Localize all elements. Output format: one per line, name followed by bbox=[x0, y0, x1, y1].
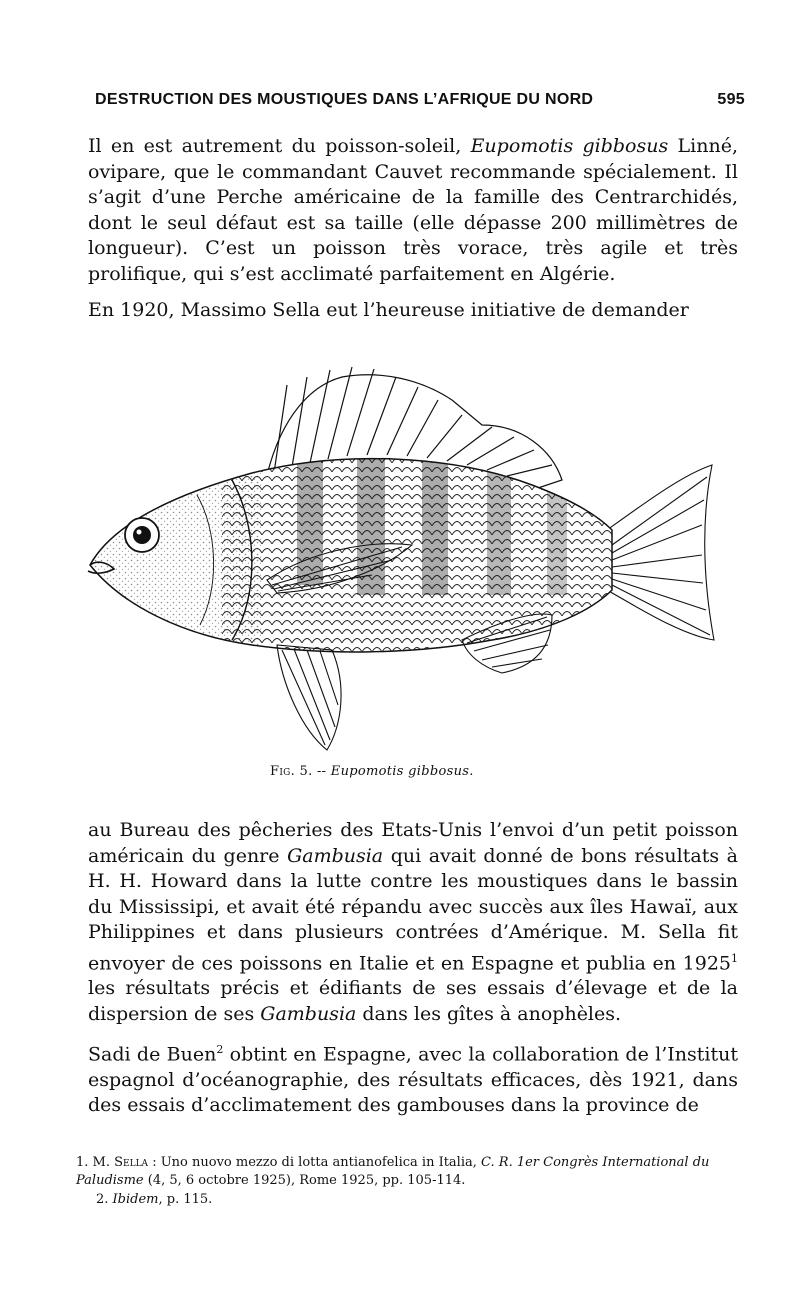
footnote-ref-2[interactable]: 2 bbox=[216, 1043, 224, 1056]
footnote-1 bbox=[76, 1154, 742, 1190]
species-name: Eupomotis gibbosus bbox=[470, 135, 669, 157]
text-run: Sadi de Buen bbox=[88, 1043, 217, 1066]
genus-name: Gambusia bbox=[287, 844, 384, 867]
footnote-author: Sella bbox=[114, 1155, 149, 1170]
caudal-fin bbox=[607, 465, 714, 640]
paragraph-gambusia bbox=[88, 818, 738, 1027]
footnote-source: Ibidem bbox=[112, 1192, 159, 1207]
running-title: DESTRUCTION DES MOUSTIQUES DANS L’AFRIQUE DU NORD bbox=[95, 91, 594, 108]
text-run: Il en est autrement du poisson-soleil, bbox=[88, 135, 471, 157]
caption-dash: -- bbox=[312, 764, 331, 779]
running-header bbox=[95, 91, 745, 109]
footnote-2 bbox=[96, 1191, 762, 1209]
text-run: au Bureau des pêcheries des Etats-Unis l’envoi d’un petit poisson américain du genre bbox=[88, 819, 738, 867]
page-number: 595 bbox=[717, 91, 745, 108]
genus-name: Gambusia bbox=[260, 1002, 357, 1025]
figure-caption bbox=[270, 764, 570, 779]
text-run: , p. 115. bbox=[158, 1192, 213, 1207]
paragraph-1920 bbox=[88, 298, 738, 324]
footnote-source: C. R. 1er Congrès International du Paludisme bbox=[76, 1155, 710, 1188]
pelvic-fin bbox=[277, 645, 341, 750]
paragraph-sunfish bbox=[88, 134, 738, 287]
text-run: : Uno nuovo mezzo di lotta antianofelica in Italia, bbox=[148, 1155, 482, 1170]
text-run: obtint en Espagne, avec la collaboration de l’Institut espagnol d’océanographie, des résultats efficaces, dès 1921, dans des essais d’acclimatement des gambouses dans la province de bbox=[88, 1043, 739, 1117]
text-run: (4, 5, 6 octobre 1925), Rome 1925, pp. 105-114. bbox=[143, 1173, 466, 1188]
footnote-number: 1. M. bbox=[76, 1155, 115, 1170]
footnote-ref-1[interactable]: 1 bbox=[731, 951, 738, 965]
paragraph-sadi-de-buen bbox=[88, 1037, 738, 1119]
text-run: En 1920, Massimo Sella eut l’heureuse initiative de demander bbox=[88, 299, 689, 321]
caption-species: Eupomotis gibbosus. bbox=[330, 764, 474, 779]
text-run: Linné, ovipare, que le commandant Cauvet recommande spécialement. Il s’agit d’une Perche américaine de la famille des Centrarchidés, dont le seul défaut est sa taille (elle dépasse 200 millimètres de longueur). C’est un poisson très vorace, très agile et très prolifique, qui s’est acclimaté parfaitement en Algérie. bbox=[88, 135, 738, 285]
text-run: les résultats précis et édifiants de ses essais d’élevage et de la dispersion de ses bbox=[88, 977, 738, 1025]
text-run: qui avait donné de bons résultats à H. H. Howard dans la lutte contre les moustiques dans le bassin du Mississipi, et avait été répandu avec succès aux îles Hawaï, aux Philippines et dans plusieurs contrées d’Amérique. M. Sella fit envoyer de ces poissons en Italie et en Espagne et publia en 1925 bbox=[88, 844, 738, 974]
caption-label: Fig. 5. bbox=[270, 764, 313, 779]
fish-illustration bbox=[82, 355, 722, 760]
footnote-number: 2. bbox=[96, 1192, 113, 1207]
text-run: dans les gîtes à anophèles. bbox=[356, 1002, 622, 1025]
